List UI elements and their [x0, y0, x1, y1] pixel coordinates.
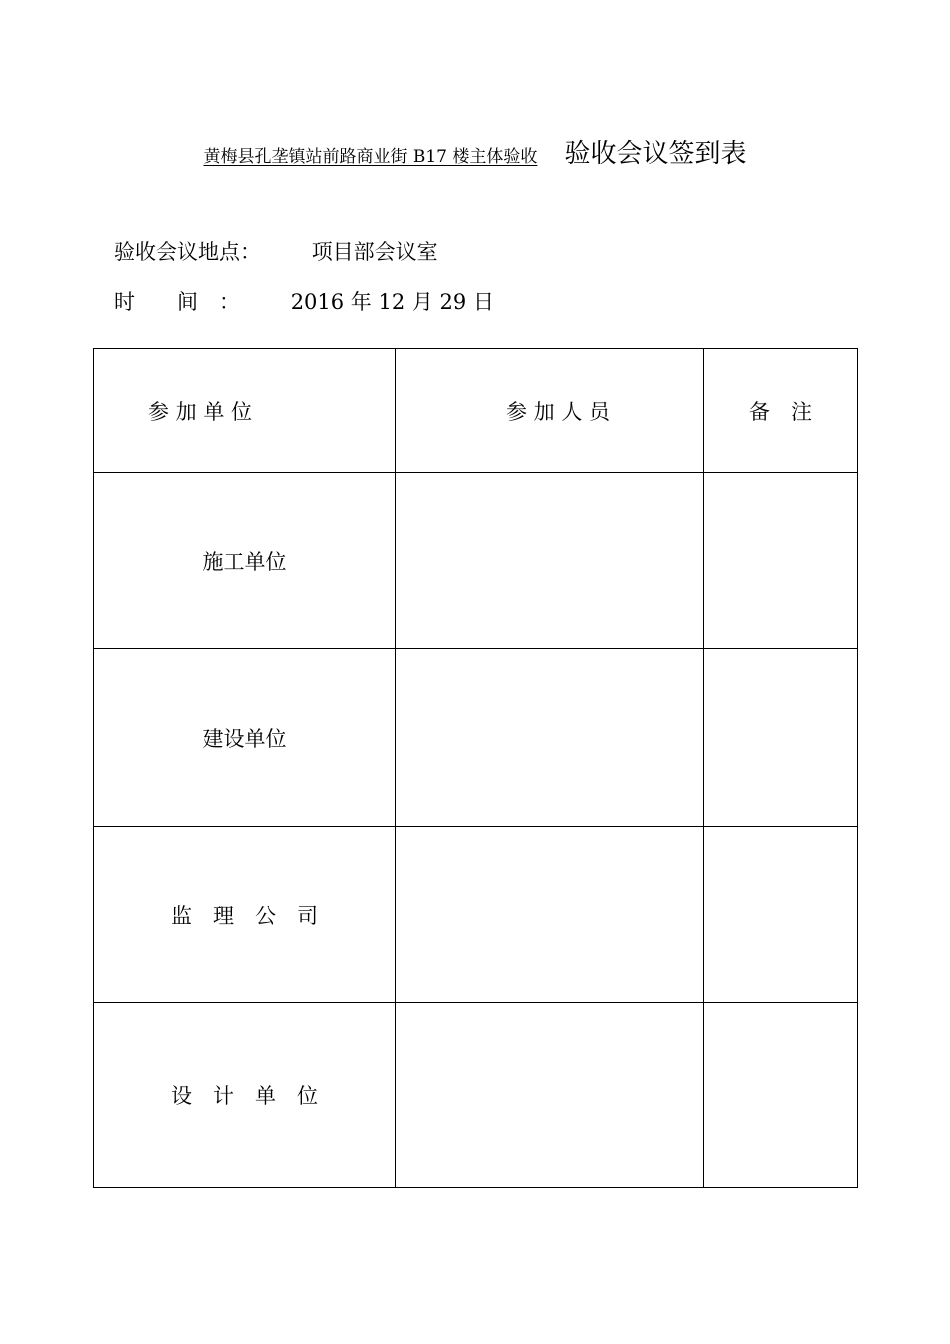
table-header-row — [94, 349, 858, 473]
location-value: 项目部会议室 — [311, 240, 438, 264]
meeting-location-row — [114, 236, 438, 266]
table-row — [94, 1003, 858, 1188]
unit-cell: 建设单位 — [94, 649, 396, 827]
project-name: 黄梅县孔垄镇站前路商业街 B17 楼主体验收 — [203, 147, 538, 167]
people-cell[interactable] — [396, 473, 704, 649]
remark-cell[interactable] — [704, 649, 858, 827]
remark-cell[interactable] — [704, 827, 858, 1003]
table-row — [94, 473, 858, 649]
header-attending-unit: 参 加 单 位 — [94, 349, 396, 473]
document-title — [0, 133, 950, 170]
meeting-time-row — [114, 286, 494, 316]
remark-cell[interactable] — [704, 473, 858, 649]
sign-in-table — [93, 348, 858, 1188]
time-label: 时 间 ： — [114, 290, 240, 314]
unit-cell: 监 理 公 司 — [94, 827, 396, 1003]
form-title: 验收会议签到表 — [564, 139, 747, 169]
table-row — [94, 649, 858, 827]
people-cell[interactable] — [396, 827, 704, 1003]
header-remarks: 备 注 — [704, 349, 858, 473]
people-cell[interactable] — [396, 649, 704, 827]
unit-cell: 施工单位 — [94, 473, 396, 649]
remark-cell[interactable] — [704, 1003, 858, 1188]
table-row — [94, 827, 858, 1003]
header-attending-people: 参 加 人 员 — [396, 349, 704, 473]
time-value: 2016 年 12 月 29 日 — [290, 290, 494, 314]
location-label: 验收会议地点： — [114, 240, 261, 264]
unit-cell: 设 计 单 位 — [94, 1003, 396, 1188]
people-cell[interactable] — [396, 1003, 704, 1188]
